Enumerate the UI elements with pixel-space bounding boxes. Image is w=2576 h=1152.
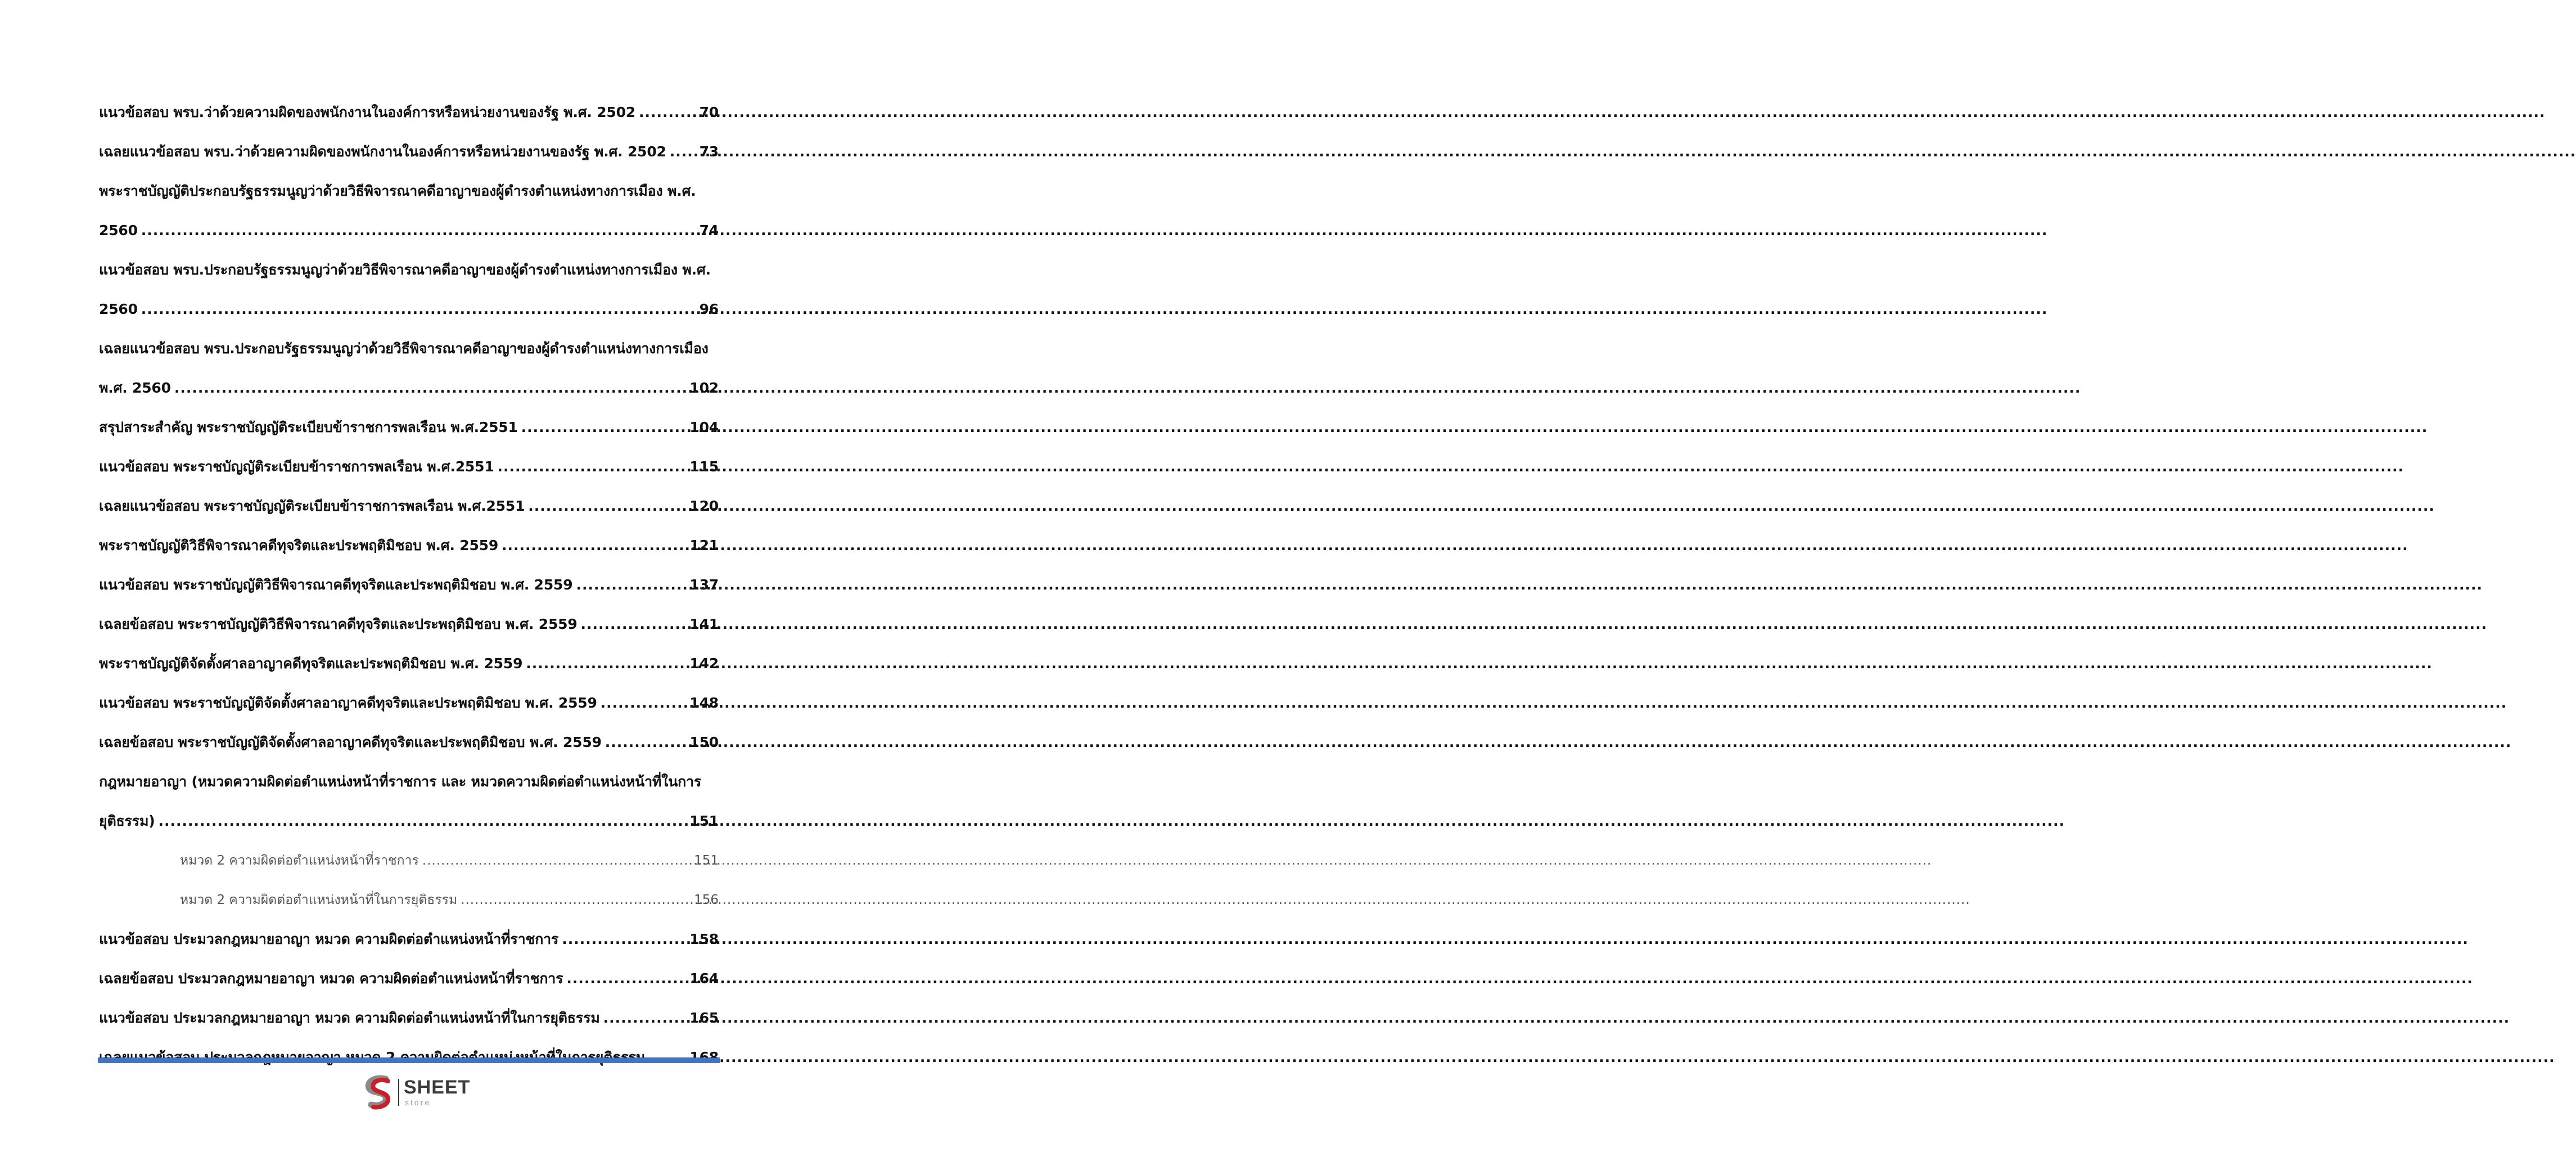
toc-entry[interactable] bbox=[99, 526, 719, 565]
dot-leader bbox=[605, 723, 688, 762]
toc-entry-title: แนวข้อสอบ พระราชบัญญัติวิธีพิจารณาคดีทุจริตและประพฤติมิชอบ พ.ศ. 2559 bbox=[99, 577, 573, 593]
toc-entry-title: 2560 bbox=[99, 222, 138, 238]
toc-entry[interactable] bbox=[99, 447, 719, 487]
logo-s-icon bbox=[363, 1076, 396, 1110]
toc-entry[interactable] bbox=[99, 93, 719, 132]
toc-entry-page-number: 73 bbox=[699, 143, 719, 160]
toc-entry-page-number: 156 bbox=[694, 893, 719, 907]
toc-entry-title: เฉลยแนวข้อสอบ พรบ.ว่าด้วยความผิดของพนักงานในองค์การหรือหน่วยงานของรัฐ พ.ศ. 2502 bbox=[99, 143, 666, 160]
dot-leader bbox=[670, 132, 698, 172]
toc-entry-title-line: แนวข้อสอบ พรบ.ประกอบรัฐธรรมนูญว่าด้วยวิธีพิจารณาคดีอาญาของผู้ดำรงตำแหน่งทางการเมือง พ.ศ. bbox=[99, 262, 711, 278]
toc-entry-title: เฉลยแนวข้อสอบ พระราชบัญญัติระเบียบข้าราชการพลเรือน พ.ศ.2551 bbox=[99, 498, 525, 514]
toc-entry-page-number: 104 bbox=[689, 419, 719, 435]
sheet-store-logo bbox=[363, 1076, 476, 1110]
toc-entry-page-number: 165 bbox=[689, 1010, 719, 1026]
toc-entry-title-line: พระราชบัญญัติประกอบรัฐธรรมนูญว่าด้วยวิธีพิจารณาคดีอาญาของผู้ดำรงตำแหน่งทางการเมือง พ.ศ. bbox=[99, 183, 696, 199]
toc-entry-page-number: 74 bbox=[699, 222, 719, 238]
dot-leader bbox=[562, 920, 688, 959]
dot-leader bbox=[566, 959, 688, 998]
dot-leader bbox=[601, 683, 688, 723]
dot-leader bbox=[521, 408, 688, 447]
toc-entry[interactable] bbox=[99, 683, 719, 723]
dot-leader bbox=[639, 93, 698, 132]
toc-entry-title-line: เฉลยแนวข้อสอบ พรบ.ประกอบรัฐธรรมนูญว่าด้วยวิธีพิจารณาคดีอาญาของผู้ดำรงตำแหน่งทางการเมือง bbox=[99, 340, 709, 357]
toc-entry-page-number: 151 bbox=[689, 813, 719, 829]
toc-entry-title: พระราชบัญญัติจัดตั้งศาลอาญาคดีทุจริตและประพฤติมิชอบ พ.ศ. 2559 bbox=[99, 655, 523, 672]
toc-entry[interactable] bbox=[99, 408, 719, 447]
toc-entry-title: แนวข้อสอบ พระราชบัญญัติระเบียบข้าราชการพลเรือน พ.ศ.2551 bbox=[99, 458, 494, 475]
logo-subword: store bbox=[405, 1098, 431, 1107]
dot-leader bbox=[461, 880, 692, 920]
toc-entry[interactable] bbox=[99, 132, 719, 172]
toc-entry-title: สรุปสาระสำคัญ พระราชบัญญัติระเบียบข้าราชการพลเรือน พ.ศ.2551 bbox=[99, 419, 518, 435]
toc-entry-title: ยุติธรรม) bbox=[99, 813, 155, 829]
toc-entry-page-number: 164 bbox=[689, 970, 719, 987]
toc-entry-title: 2560 bbox=[99, 301, 138, 317]
toc-entry[interactable] bbox=[99, 880, 719, 920]
toc-entry-page-number: 102 bbox=[689, 380, 719, 396]
dot-leader bbox=[528, 487, 688, 526]
toc-entry[interactable] bbox=[99, 605, 719, 644]
toc-entry-page-number: 137 bbox=[689, 577, 719, 593]
toc-entry[interactable] bbox=[99, 998, 719, 1038]
toc-entry-page-number: 115 bbox=[689, 458, 719, 475]
toc-entry-page-number: 121 bbox=[689, 537, 719, 554]
dot-leader bbox=[422, 841, 692, 880]
toc-entry-page-number: 142 bbox=[689, 655, 719, 672]
logo-word: SHEET bbox=[404, 1077, 471, 1098]
toc-entry[interactable] bbox=[99, 723, 719, 762]
toc-entry-page-number: 141 bbox=[689, 616, 719, 632]
toc-entry[interactable] bbox=[99, 250, 719, 329]
dot-leader bbox=[174, 368, 688, 408]
toc-entry-title: พ.ศ. 2560 bbox=[99, 380, 171, 396]
toc-entry[interactable] bbox=[99, 565, 719, 605]
dot-leader bbox=[526, 644, 688, 683]
toc-entry[interactable] bbox=[99, 172, 719, 250]
dot-leader bbox=[581, 605, 688, 644]
toc-entry-title: แนวข้อสอบ ประมวลกฎหมายอาญา หมวด ความผิดต่อตำแหน่งหน้าที่ราชการ bbox=[99, 931, 559, 947]
toc-entry-page-number: 148 bbox=[689, 695, 719, 711]
toc-entry-title: แนวข้อสอบ ประมวลกฎหมายอาญา หมวด ความผิดต่อตำแหน่งหน้าที่ในการยุติธรรม bbox=[99, 1010, 600, 1026]
toc-entry[interactable] bbox=[99, 762, 719, 841]
dot-leader bbox=[502, 526, 688, 565]
toc-entry-title: หมวด 2 ความผิดต่อตำแหน่งหน้าที่ในการยุติธรรม bbox=[180, 893, 458, 907]
footer-divider bbox=[98, 1058, 720, 1063]
dot-leader bbox=[603, 998, 688, 1038]
toc-entry-title: เฉลยข้อสอบ พระราชบัญญัติจัดตั้งศาลอาญาคดีทุจริตและประพฤติมิชอบ พ.ศ. 2559 bbox=[99, 734, 602, 750]
dot-leader bbox=[159, 802, 688, 841]
toc-entry-page-number: 151 bbox=[694, 853, 719, 868]
toc-entry[interactable] bbox=[99, 920, 719, 959]
toc-entry[interactable] bbox=[99, 959, 719, 998]
toc-entry[interactable] bbox=[99, 841, 719, 880]
toc-entry-title: หมวด 2 ความผิดต่อตำแหน่งหน้าที่ราชการ bbox=[180, 853, 419, 868]
toc-entry-page-number: 158 bbox=[689, 931, 719, 947]
toc-entry-title: แนวข้อสอบ พระราชบัญญัติจัดตั้งศาลอาญาคดีทุจริตและประพฤติมิชอบ พ.ศ. 2559 bbox=[99, 695, 597, 711]
toc-entry[interactable] bbox=[99, 644, 719, 683]
toc-entry-title: แนวข้อสอบ พรบ.ว่าด้วยความผิดของพนักงานในองค์การหรือหน่วยงานของรัฐ พ.ศ. 2502 bbox=[99, 104, 635, 120]
toc-entry-page-number: 120 bbox=[689, 498, 719, 514]
logo-separator bbox=[398, 1079, 399, 1106]
toc-entry-title: เฉลยข้อสอบ ประมวลกฎหมายอาญา หมวด ความผิดต่อตำแหน่งหน้าที่ราชการ bbox=[99, 970, 563, 987]
dot-leader bbox=[141, 290, 698, 329]
toc-entry[interactable] bbox=[99, 487, 719, 526]
toc-entry-page-number: 70 bbox=[699, 104, 719, 120]
toc-entry-page-number: 96 bbox=[699, 301, 719, 317]
toc-entry-title: พระราชบัญญัติวิธีพิจารณาคดีทุจริตและประพฤติมิชอบ พ.ศ. 2559 bbox=[99, 537, 499, 554]
toc-entry-title-line: กฎหมายอาญา (หมวดความผิดต่อตำแหน่งหน้าที่ราชการ และ หมวดความผิดต่อตำแหน่งหน้าที่ในการ bbox=[99, 773, 702, 790]
toc-entry-title: เฉลยข้อสอบ พระราชบัญญัติวิธีพิจารณาคดีทุจริตและประพฤติมิชอบ พ.ศ. 2559 bbox=[99, 616, 578, 632]
dot-leader bbox=[498, 447, 688, 487]
dot-leader bbox=[576, 565, 688, 605]
toc-entry-page-number: 150 bbox=[689, 734, 719, 750]
toc-entry[interactable] bbox=[99, 329, 719, 408]
dot-leader bbox=[141, 211, 698, 250]
